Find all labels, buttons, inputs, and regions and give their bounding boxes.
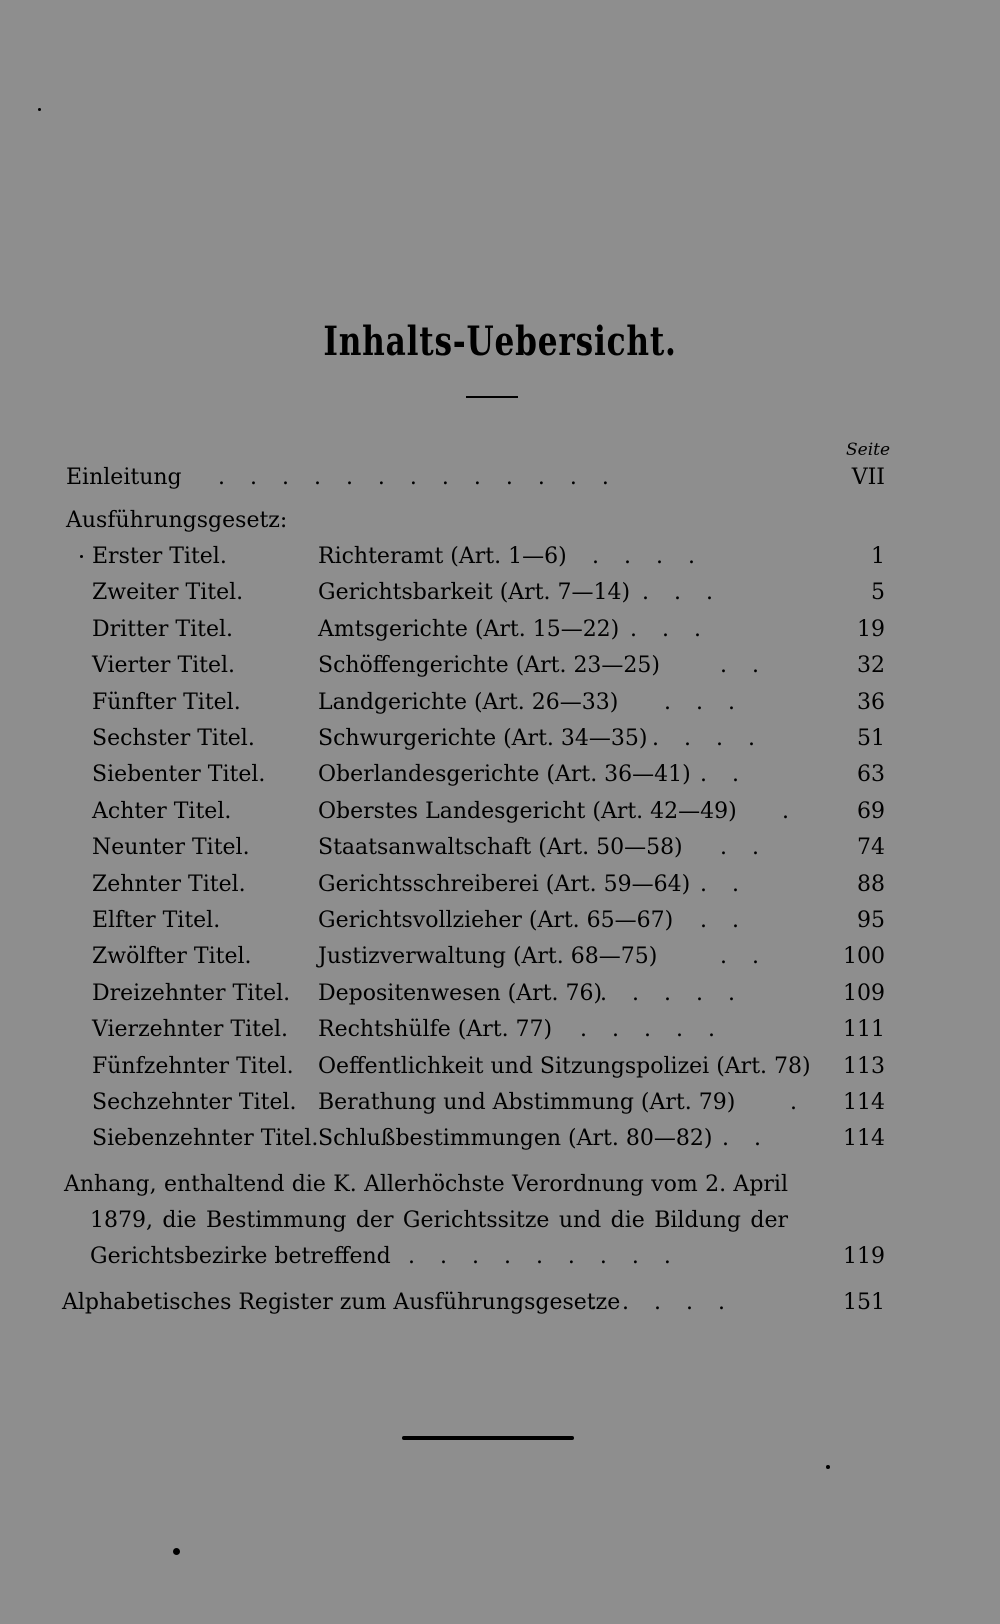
page-number: 109 <box>843 981 885 1006</box>
entry-content: Berathung und Abstimmung (Art. 79) <box>318 1090 736 1115</box>
page-number: 32 <box>857 653 885 678</box>
leader-dots: . . . <box>630 617 701 642</box>
page-number: 5 <box>871 580 885 605</box>
entry-titel: Fünfter Titel. <box>92 690 241 715</box>
page-number: 113 <box>843 1054 885 1079</box>
toc-entry <box>0 760 1000 790</box>
page-number: 36 <box>857 690 885 715</box>
scan-speck <box>826 1465 830 1469</box>
entry-content: Rechtshülfe (Art. 77) <box>318 1017 553 1042</box>
toc-entry <box>0 979 1000 1009</box>
toc-entry <box>0 942 1000 972</box>
entry-content: Oberstes Landesgericht (Art. 42—49) <box>318 799 737 824</box>
page-number: 51 <box>857 726 885 751</box>
entry-titel: Elfter Titel. <box>92 908 221 933</box>
page-number: 114 <box>843 1090 885 1115</box>
scan-speck <box>173 1548 180 1555</box>
scan-speck <box>38 108 41 111</box>
leader-dots: . . . <box>642 580 713 605</box>
page-number: 19 <box>857 617 885 642</box>
entry-titel: Siebenter Titel. <box>92 762 266 787</box>
page-number: 114 <box>843 1126 885 1151</box>
toc-entry-einleitung <box>66 463 886 493</box>
leader-dots: . . <box>720 653 759 678</box>
leader-dots: . . . . <box>652 726 755 751</box>
page-number: VII <box>851 465 885 490</box>
leader-dots: . <box>790 1090 797 1115</box>
entry-titel: Sechzehnter Titel. <box>92 1090 297 1115</box>
entry-titel: Erster Titel. <box>92 544 227 569</box>
page-number: 1 <box>871 544 885 569</box>
scan-speck <box>80 555 83 558</box>
toc-entry <box>0 1124 1000 1154</box>
entry-content: Gerichtsbarkeit (Art. 7—14) <box>318 580 631 605</box>
entry-titel: Fünfzehnter Titel. <box>92 1054 294 1079</box>
seite-column-label: Seite <box>846 440 891 460</box>
toc-entry <box>0 578 1000 608</box>
entry-content: Depositenwesen (Art. 76) <box>318 981 603 1006</box>
toc-entry <box>0 833 1000 863</box>
leader-dots: . . <box>722 1126 761 1151</box>
entry-content: Richteramt (Art. 1—6) <box>318 544 567 569</box>
toc-entry <box>0 542 1000 572</box>
entry-titel: Neunter Titel. <box>92 835 250 860</box>
leader-dots: . . . . . <box>600 981 735 1006</box>
page-number: 69 <box>857 799 885 824</box>
leader-dots: . . <box>720 944 759 969</box>
anhang-line-3: Gerichtsbezirke betreffend <box>90 1244 391 1269</box>
entry-content: Oberlandesgerichte (Art. 36—41) <box>318 762 691 787</box>
entry-content: Schlußbestimmungen (Art. 80—82) <box>318 1126 713 1151</box>
page-title: Inhalts-Uebersicht. <box>323 318 677 365</box>
entry-content: Justizverwaltung (Art. 68—75) <box>318 944 658 969</box>
einleitung-label: Einleitung <box>66 465 182 490</box>
entry-titel: Vierzehnter Titel. <box>92 1017 288 1042</box>
section-heading: Ausführungsgesetz: <box>66 508 288 533</box>
leader-dots: . . . . <box>592 544 695 569</box>
toc-entry <box>0 1088 1000 1118</box>
leader-dots: . . <box>700 908 739 933</box>
entry-content: Amtsgerichte (Art. 15—22) <box>318 617 620 642</box>
register-label: Alphabetisches Register zum Ausführungsgesetze <box>62 1290 621 1315</box>
toc-entry <box>0 651 1000 681</box>
entry-titel: Sechster Titel. <box>92 726 255 751</box>
toc-entry <box>0 1052 1000 1082</box>
toc-entry <box>0 1015 1000 1045</box>
entry-titel: Zweiter Titel. <box>92 580 244 605</box>
page-number: 63 <box>857 762 885 787</box>
toc-entry <box>0 870 1000 900</box>
leader-dots: . . . . . <box>580 1017 715 1042</box>
entry-titel: Dritter Titel. <box>92 617 234 642</box>
page-number: 111 <box>843 1017 885 1042</box>
entry-content: Schöffengerichte (Art. 23—25) <box>318 653 661 678</box>
anhang-line-1: Anhang, enthaltend die K. Allerhöchste Verordnung vom 2. April <box>64 1172 788 1197</box>
entry-content: Staatsanwaltschaft (Art. 50—58) <box>318 835 683 860</box>
toc-entry <box>0 724 1000 754</box>
entry-content: Gerichtsvollzieher (Art. 65—67) <box>318 908 674 933</box>
leader-dots: . . . . . . . . . . . . . <box>218 465 609 490</box>
entry-titel: Achter Titel. <box>92 799 232 824</box>
entry-content: Oeffentlichkeit und Sitzungspolizei (Art. 78) <box>318 1054 811 1079</box>
leader-dots: . . . <box>664 690 735 715</box>
entry-titel: Dreizehnter Titel. <box>92 981 291 1006</box>
entry-titel: Zwölfter Titel. <box>92 944 252 969</box>
page-number: 74 <box>857 835 885 860</box>
entry-content: Landgerichte (Art. 26—33) <box>318 690 619 715</box>
entry-content: Schwurgerichte (Art. 34—35) <box>318 726 648 751</box>
page-number: 95 <box>857 908 885 933</box>
page-number: 88 <box>857 872 885 897</box>
toc-entry <box>0 615 1000 645</box>
leader-dots: . <box>782 799 789 824</box>
toc-entry <box>0 797 1000 827</box>
entry-titel: Siebenzehnter Titel. <box>92 1126 319 1151</box>
toc-entry <box>0 906 1000 936</box>
leader-dots: . . <box>700 872 739 897</box>
entry-titel: Zehnter Titel. <box>92 872 246 897</box>
page-number: 100 <box>843 944 885 969</box>
document-page: Inhalts-Uebersicht. Seite Einleitung . . . . . . . . . . . . . VII Ausführungsgesetz: Erster Titel. Richteramt (Art. 1—6) . . . . 1 Zweiter Titel. Gerichtsbarkeit (Art. 7—14) . . . 5 Dritter Titel. Amtsgerichte (Art. 15—22) . . . 19 Vierter Titel. Schöffengerichte (Art. 23—25) . . 32 Fünfter Titel. Landgerichte (Art. 26—33) . . . 36 Sechster Titel. Schwurgerichte (Art. 34—35) . . . . 51 Siebenter Titel. Oberlandesgerichte (Art. 36—41) . . 63 Achter Titel. Oberstes Landesgericht (Art. 42—49) . 69 Neunter Titel. Staatsanwaltschaft (Art. 50—58) . . 74 Zehnter Titel. Gerichtsschreiberei (Art. 59—64) . . 88 Elfter Titel. Gerichtsvollzieher (Art. 65—67) . . 95 Zwölfter Titel. Justizverwaltung (Art. 68—75) . . 100 Dreizehnter Titel. Depositenwesen (Art. 76) . . . . . 109 Vierzehnter Titel. Rechtshülfe (Art. 77) . . . . . 111 Fünfzehnter Titel. Oeffentlichkeit und Sitzungspolizei (Art. 78) 113 Sechzehnter Titel. Berathung und Abstimmung (Art. 79) . 114 Siebenzehnter Titel. Schlußbestimmungen (Art. 80—82) . . 114 Anhang, enthaltend die K. Allerhöchste Verordnung vom 2. April 1879, die Bestimmung der Gerichtssitze und die Bildung der Gerichtsbezirke betreffend . . . . . . . . . 119 Alphabetisches Register zum Ausführungsgesetze . . . . . 151 <box>0 0 1000 1624</box>
toc-entry <box>0 688 1000 718</box>
leader-dots: . . <box>720 835 759 860</box>
leader-dots: . . <box>700 762 739 787</box>
page-number: 151 <box>843 1290 885 1315</box>
end-ornament-rule <box>402 1436 574 1440</box>
entry-content: Gerichtsschreiberei (Art. 59—64) <box>318 872 691 897</box>
page-number: 119 <box>843 1244 885 1269</box>
anhang-line-2: 1879, die Bestimmung der Gerichtssitze und die Bildung der <box>90 1208 788 1233</box>
title-rule <box>466 396 518 398</box>
entry-titel: Vierter Titel. <box>92 653 236 678</box>
